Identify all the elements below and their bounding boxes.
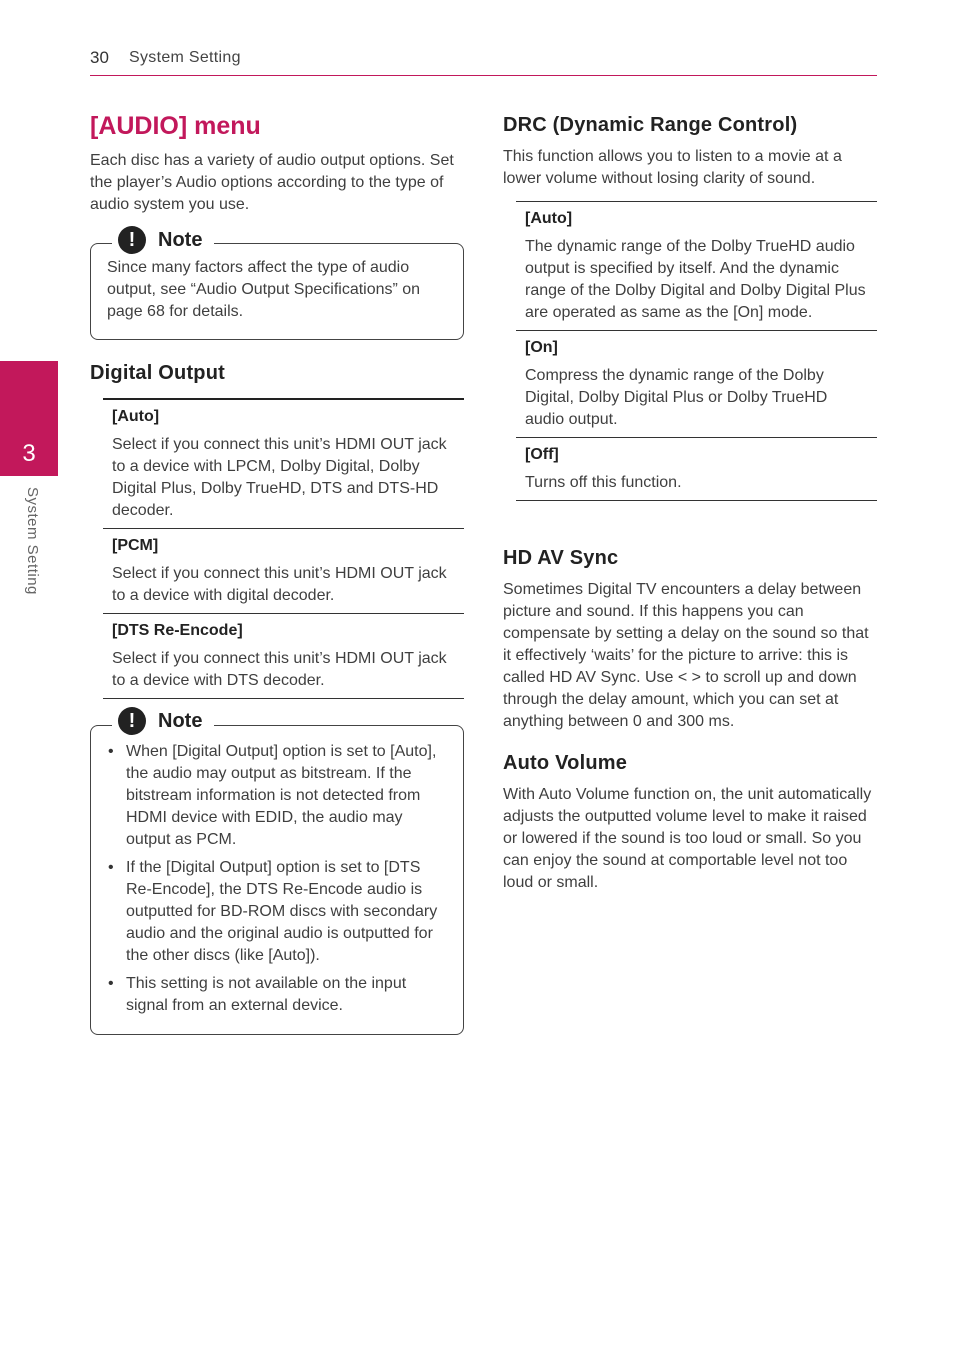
option-description: Select if you connect this unit’s HDMI OUT jack to a device with LPCM, Dolby Digital, Dolby Digital Plus, Dolby TrueHD, DTS and DTS-HD decoder. [112, 436, 447, 519]
option-label: [Auto] [112, 408, 160, 425]
drc-intro-text: This function allows you to listen to a movie at a lower volume without losing clarity of sound. [503, 148, 842, 187]
list-item: • When [Digital Output] option is set to [Auto], the audio may output as bitstream. If the bitstream information is not detected from HDMI device with EDID, the audio may output as PCM. [106, 741, 450, 851]
option-row-dts-re-encode [103, 614, 464, 699]
note-title: Note [158, 709, 203, 732]
digital-output-heading: Digital Output [90, 362, 225, 384]
drc-options-table [516, 201, 877, 501]
option-description: Compress the dynamic range of the Dolby Digital, Dolby Digital Plus or Dolby TrueHD audio output. [525, 367, 828, 428]
option-label: [Off] [525, 446, 559, 463]
list-item: • If the [Digital Output] option is set to [DTS Re-Encode], the DTS Re-Encode audio is outputted for BD-ROM discs with secondary audio and the original audio is outputted for the other discs (like [Auto]). [106, 857, 450, 967]
exclamation-icon: ! [118, 226, 146, 254]
note-bullet-list [106, 741, 450, 1023]
option-description: Select if you connect this unit’s HDMI OUT jack to a device with DTS decoder. [112, 650, 447, 689]
page-header [90, 48, 877, 76]
exclamation-icon: ! [118, 707, 146, 735]
option-row-auto [516, 202, 877, 331]
option-label: [PCM] [112, 537, 159, 554]
chapter-number: 3 [22, 440, 36, 467]
note-title: Note [158, 228, 203, 251]
auto-volume-text: With Auto Volume function on, the unit automatically adjusts the outputted volume level to make it raised or lowered if the sound is too loud or small. So you can enjoy the sound at comportable level not too loud or small. [503, 786, 872, 891]
list-item: • This setting is not available on the input signal from an external device. [106, 973, 450, 1017]
option-row-pcm [103, 529, 464, 614]
note-header [112, 707, 214, 735]
option-description: Select if you connect this unit’s HDMI OUT jack to a device with digital decoder. [112, 565, 447, 604]
drc-heading: DRC (Dynamic Range Control) [503, 114, 798, 136]
option-row-auto [103, 400, 464, 529]
option-description: Turns off this function. [525, 474, 682, 491]
chapter-side-label: System Setting [24, 487, 41, 595]
option-label: [DTS Re-Encode] [112, 622, 243, 639]
digital-output-options-table [103, 398, 464, 699]
header-section-name: System Setting [129, 49, 241, 66]
note-text: Since many factors affect the type of audio output, see “Audio Output Specifications” on page 68 for details. [107, 259, 421, 320]
option-label: [On] [525, 339, 558, 356]
note-header [112, 226, 214, 254]
option-label: [Auto] [525, 210, 573, 227]
page-title: [AUDIO] menu [90, 112, 261, 140]
option-row-on [516, 331, 877, 438]
option-description: The dynamic range of the Dolby TrueHD audio output is specified by itself. And the dynamic range of the Dolby Digital and Dolby Digital Plus are operated as same as the [On] mode. [525, 238, 866, 321]
page-number: 30 [90, 48, 109, 67]
hd-av-sync-text: Sometimes Digital TV encounters a delay between picture and sound. If this happens you can compensate by setting a delay on the sound so that it effectively ‘waits’ for the picture to arrive: this is called HD AV Sync. Use < > to scroll up and down through the delay amount, which you can set at anything between 0 and 300 ms. [503, 581, 869, 730]
audio-intro-text: Each disc has a variety of audio output options. Set the player’s Audio options according to the type of audio system you use. [90, 152, 454, 213]
auto-volume-heading: Auto Volume [503, 752, 628, 774]
hd-av-sync-heading: HD AV Sync [503, 547, 619, 569]
option-row-off [516, 438, 877, 501]
